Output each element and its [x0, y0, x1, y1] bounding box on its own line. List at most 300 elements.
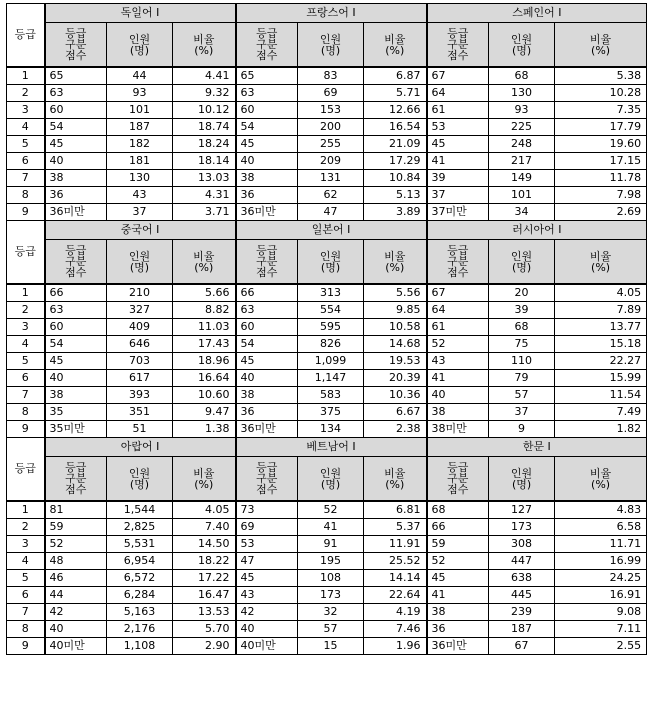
count-cell: 9 — [489, 421, 555, 438]
count-cell: 110 — [489, 353, 555, 370]
language-title: 한문 Ⅰ — [427, 438, 647, 457]
score-cell: 60 — [45, 319, 107, 336]
table-row — [7, 621, 647, 638]
grade-cell: 7 — [7, 604, 45, 621]
ratio-cell: 19.60 — [555, 136, 647, 153]
header-text: (명) — [129, 260, 150, 274]
header-text: 등급 — [447, 461, 469, 474]
table-row — [7, 587, 647, 604]
score-cell: 36 — [45, 187, 107, 204]
ratio-cell: 13.03 — [173, 170, 236, 187]
score-cell: 73 — [236, 501, 298, 519]
header-text: (%) — [194, 477, 214, 491]
header-text: (%) — [385, 260, 405, 274]
score-column-header — [427, 457, 489, 502]
score-cell: 38 — [45, 387, 107, 404]
ratio-cell: 4.05 — [173, 501, 236, 519]
score-cell: 59 — [427, 536, 489, 553]
score-column-header — [236, 457, 298, 502]
grade-cell: 8 — [7, 621, 45, 638]
grade-cell: 1 — [7, 284, 45, 302]
table-row — [7, 353, 647, 370]
grade-cell: 5 — [7, 353, 45, 370]
grade-cell: 7 — [7, 387, 45, 404]
ratio-cell: 5.37 — [364, 519, 427, 536]
count-cell: 1,099 — [298, 353, 364, 370]
ratio-column-header — [364, 457, 427, 502]
count-cell: 131 — [298, 170, 364, 187]
ratio-cell: 18.74 — [173, 119, 236, 136]
header-text: 비율 — [384, 466, 406, 480]
table-row — [7, 119, 647, 136]
count-cell: 5,163 — [107, 604, 173, 621]
language-title: 베트남어 Ⅰ — [236, 438, 427, 457]
header-text: 점수 — [447, 266, 469, 279]
header-text: 비율 — [589, 466, 612, 480]
ratio-cell: 17.22 — [173, 570, 236, 587]
count-column-header — [489, 240, 555, 285]
count-cell: 187 — [489, 621, 555, 638]
score-cell: 42 — [236, 604, 298, 621]
ratio-cell: 10.36 — [364, 387, 427, 404]
column-header-row — [7, 457, 647, 502]
count-cell: 195 — [298, 553, 364, 570]
count-cell: 32 — [298, 604, 364, 621]
header-text: (%) — [591, 477, 611, 491]
count-cell: 93 — [107, 85, 173, 102]
score-cell: 43 — [236, 587, 298, 604]
score-cell: 65 — [45, 67, 107, 85]
ratio-cell: 9.47 — [173, 404, 236, 421]
count-column-header — [298, 240, 364, 285]
grade-cell: 9 — [7, 638, 45, 655]
count-cell: 351 — [107, 404, 173, 421]
header-text: (%) — [385, 43, 405, 57]
header-text: 인원 — [128, 32, 151, 46]
count-cell: 210 — [107, 284, 173, 302]
score-cell: 39 — [427, 170, 489, 187]
ratio-column-header — [173, 23, 236, 68]
score-cell: 36 — [236, 187, 298, 204]
header-text: 등급 — [447, 244, 469, 257]
score-cell: 65 — [236, 67, 298, 85]
score-cell: 38 — [45, 170, 107, 187]
ratio-cell: 17.29 — [364, 153, 427, 170]
count-cell: 255 — [298, 136, 364, 153]
grade-cell: 2 — [7, 85, 45, 102]
column-header-row — [7, 240, 647, 285]
ratio-cell: 14.14 — [364, 570, 427, 587]
score-cell: 38미만 — [427, 421, 489, 438]
table-row — [7, 204, 647, 221]
ratio-cell: 11.54 — [555, 387, 647, 404]
language-title: 일본어 Ⅰ — [236, 221, 427, 240]
ratio-column-header — [555, 23, 647, 68]
header-text: (명) — [511, 477, 532, 491]
score-cell: 38 — [427, 404, 489, 421]
score-cell: 42 — [45, 604, 107, 621]
header-text: 점수 — [65, 266, 87, 279]
language-title: 스페인어 Ⅰ — [427, 4, 647, 23]
score-column-header — [236, 23, 298, 68]
score-cell: 41 — [427, 370, 489, 387]
ratio-cell: 5.13 — [364, 187, 427, 204]
count-cell: 617 — [107, 370, 173, 387]
score-cell: 36미만 — [236, 204, 298, 221]
header-text: (%) — [194, 260, 214, 274]
table-row — [7, 604, 647, 621]
grade-cell: 9 — [7, 421, 45, 438]
count-cell: 209 — [298, 153, 364, 170]
header-text: 비율 — [193, 249, 215, 263]
table-row — [7, 67, 647, 85]
score-column-header — [427, 23, 489, 68]
table-row — [7, 638, 647, 655]
grade-cell: 6 — [7, 587, 45, 604]
score-cell: 41 — [427, 587, 489, 604]
count-cell: 583 — [298, 387, 364, 404]
score-cell: 45 — [427, 136, 489, 153]
score-cell: 52 — [427, 553, 489, 570]
ratio-column-header — [173, 457, 236, 502]
score-cell: 40 — [236, 621, 298, 638]
count-cell: 127 — [489, 501, 555, 519]
count-cell: 79 — [489, 370, 555, 387]
count-cell: 327 — [107, 302, 173, 319]
ratio-cell: 12.66 — [364, 102, 427, 119]
score-cell: 81 — [45, 501, 107, 519]
header-text: 구분 — [256, 472, 278, 485]
count-cell: 248 — [489, 136, 555, 153]
count-column-header — [489, 23, 555, 68]
header-text: 구분 — [256, 38, 278, 51]
count-cell: 37 — [489, 404, 555, 421]
ratio-cell: 4.41 — [173, 67, 236, 85]
count-cell: 134 — [298, 421, 364, 438]
table-row — [7, 501, 647, 519]
ratio-cell: 17.79 — [555, 119, 647, 136]
ratio-cell: 5.38 — [555, 67, 647, 85]
score-cell: 54 — [45, 119, 107, 136]
score-cell: 36미만 — [236, 421, 298, 438]
header-text: 인원 — [128, 466, 151, 480]
count-cell: 187 — [107, 119, 173, 136]
score-cell: 63 — [236, 302, 298, 319]
score-cell: 66 — [45, 284, 107, 302]
count-cell: 43 — [107, 187, 173, 204]
count-cell: 375 — [298, 404, 364, 421]
header-text: 등급 — [256, 244, 278, 257]
count-column-header — [489, 457, 555, 502]
score-cell: 40 — [236, 370, 298, 387]
count-cell: 149 — [489, 170, 555, 187]
table-row — [7, 404, 647, 421]
grade-cell: 3 — [7, 536, 45, 553]
score-cell: 69 — [236, 519, 298, 536]
header-text: 구분 — [65, 255, 87, 268]
score-cell: 60 — [236, 102, 298, 119]
ratio-cell: 2.55 — [555, 638, 647, 655]
score-cell: 40미만 — [236, 638, 298, 655]
header-text: (명) — [320, 260, 341, 274]
ratio-cell: 7.89 — [555, 302, 647, 319]
count-column-header — [298, 457, 364, 502]
header-text: (%) — [591, 260, 611, 274]
ratio-cell: 11.03 — [173, 319, 236, 336]
count-cell: 20 — [489, 284, 555, 302]
count-column-header — [107, 23, 173, 68]
table-row — [7, 85, 647, 102]
ratio-cell: 10.84 — [364, 170, 427, 187]
ratio-cell: 15.99 — [555, 370, 647, 387]
table-row — [7, 370, 647, 387]
table-row — [7, 536, 647, 553]
count-cell: 62 — [298, 187, 364, 204]
score-cell: 54 — [236, 119, 298, 136]
score-cell: 52 — [45, 536, 107, 553]
ratio-cell: 10.28 — [555, 85, 647, 102]
score-cell: 60 — [45, 102, 107, 119]
score-cell: 53 — [236, 536, 298, 553]
score-cell: 35 — [45, 404, 107, 421]
ratio-cell: 1.82 — [555, 421, 647, 438]
header-text: 비율 — [589, 249, 612, 263]
count-cell: 67 — [489, 638, 555, 655]
count-cell: 75 — [489, 336, 555, 353]
ratio-cell: 6.58 — [555, 519, 647, 536]
column-header-row — [7, 23, 647, 68]
ratio-cell: 18.96 — [173, 353, 236, 370]
grade-cell: 8 — [7, 404, 45, 421]
count-cell: 200 — [298, 119, 364, 136]
score-cell: 45 — [45, 353, 107, 370]
language-title: 중국어 Ⅰ — [45, 221, 236, 240]
score-cell: 67 — [427, 284, 489, 302]
score-cell: 44 — [45, 587, 107, 604]
grade-cell: 2 — [7, 519, 45, 536]
grade-cell: 9 — [7, 204, 45, 221]
count-cell: 703 — [107, 353, 173, 370]
score-cell: 40 — [45, 370, 107, 387]
ratio-cell: 16.54 — [364, 119, 427, 136]
score-cell: 46 — [45, 570, 107, 587]
count-column-header — [107, 240, 173, 285]
table-row — [7, 302, 647, 319]
count-cell: 37 — [107, 204, 173, 221]
count-cell: 39 — [489, 302, 555, 319]
grade-cell: 3 — [7, 319, 45, 336]
count-cell: 41 — [298, 519, 364, 536]
header-text: 등급 — [447, 27, 469, 40]
score-cell: 68 — [427, 501, 489, 519]
header-text: (명) — [129, 43, 150, 57]
score-cell: 43 — [427, 353, 489, 370]
ratio-cell: 5.56 — [364, 284, 427, 302]
count-cell: 239 — [489, 604, 555, 621]
ratio-cell: 7.40 — [173, 519, 236, 536]
header-text: 등급 — [256, 461, 278, 474]
count-cell: 101 — [489, 187, 555, 204]
score-cell: 63 — [45, 85, 107, 102]
score-cell: 36미만 — [427, 638, 489, 655]
header-text: 등급 — [65, 244, 87, 257]
score-cell: 52 — [427, 336, 489, 353]
count-cell: 47 — [298, 204, 364, 221]
count-cell: 15 — [298, 638, 364, 655]
table-row — [7, 519, 647, 536]
ratio-cell: 4.05 — [555, 284, 647, 302]
ratio-cell: 21.09 — [364, 136, 427, 153]
ratio-cell: 17.15 — [555, 153, 647, 170]
language-header-row — [7, 438, 647, 457]
ratio-cell: 7.49 — [555, 404, 647, 421]
ratio-cell: 14.68 — [364, 336, 427, 353]
score-cell: 38 — [236, 387, 298, 404]
score-cell: 47 — [236, 553, 298, 570]
ratio-cell: 25.52 — [364, 553, 427, 570]
ratio-cell: 19.53 — [364, 353, 427, 370]
count-cell: 447 — [489, 553, 555, 570]
header-text: (명) — [320, 43, 341, 57]
header-text: 점수 — [256, 266, 278, 279]
ratio-cell: 18.22 — [173, 553, 236, 570]
language-title: 프랑스어 Ⅰ — [236, 4, 427, 23]
count-cell: 308 — [489, 536, 555, 553]
count-cell: 51 — [107, 421, 173, 438]
score-column-header — [427, 240, 489, 285]
ratio-cell: 2.69 — [555, 204, 647, 221]
grade-cell: 4 — [7, 553, 45, 570]
count-cell: 91 — [298, 536, 364, 553]
score-cell: 66 — [427, 519, 489, 536]
grade-cell: 1 — [7, 501, 45, 519]
header-text: 등급 — [65, 27, 87, 40]
ratio-cell: 7.46 — [364, 621, 427, 638]
grade-cell: 6 — [7, 153, 45, 170]
grade-cell: 5 — [7, 136, 45, 153]
score-cell: 54 — [45, 336, 107, 353]
grade-column-header: 등급 — [7, 438, 45, 502]
ratio-cell: 16.91 — [555, 587, 647, 604]
ratio-cell: 7.35 — [555, 102, 647, 119]
ratio-cell: 6.87 — [364, 67, 427, 85]
grade-cell: 2 — [7, 302, 45, 319]
ratio-cell: 22.27 — [555, 353, 647, 370]
count-cell: 1,147 — [298, 370, 364, 387]
count-column-header — [107, 457, 173, 502]
grade-cell: 4 — [7, 336, 45, 353]
header-text: 비율 — [193, 466, 215, 480]
header-text: 인원 — [319, 249, 342, 263]
ratio-column-header — [555, 240, 647, 285]
ratio-cell: 2.90 — [173, 638, 236, 655]
count-cell: 445 — [489, 587, 555, 604]
header-text: 인원 — [510, 32, 533, 46]
ratio-cell: 1.38 — [173, 421, 236, 438]
header-text: (명) — [129, 477, 150, 491]
count-cell: 826 — [298, 336, 364, 353]
ratio-cell: 9.08 — [555, 604, 647, 621]
ratio-cell: 16.47 — [173, 587, 236, 604]
count-cell: 44 — [107, 67, 173, 85]
count-cell: 173 — [298, 587, 364, 604]
ratio-cell: 13.77 — [555, 319, 647, 336]
score-cell: 48 — [45, 553, 107, 570]
score-cell: 36미만 — [45, 204, 107, 221]
table-row — [7, 387, 647, 404]
ratio-cell: 16.99 — [555, 553, 647, 570]
score-cell: 41 — [427, 153, 489, 170]
ratio-cell: 10.60 — [173, 387, 236, 404]
score-cell: 61 — [427, 102, 489, 119]
header-text: (%) — [194, 43, 214, 57]
ratio-cell: 17.43 — [173, 336, 236, 353]
score-cell: 36 — [236, 404, 298, 421]
count-cell: 6,572 — [107, 570, 173, 587]
language-header-row — [7, 4, 647, 23]
header-text: (%) — [591, 43, 611, 57]
score-cell: 59 — [45, 519, 107, 536]
grade-column-header: 등급 — [7, 221, 45, 285]
header-text: (명) — [320, 477, 341, 491]
score-cell: 37 — [427, 187, 489, 204]
count-cell: 93 — [489, 102, 555, 119]
score-cell: 61 — [427, 319, 489, 336]
score-cell: 40 — [45, 153, 107, 170]
ratio-cell: 11.91 — [364, 536, 427, 553]
score-cell: 63 — [236, 85, 298, 102]
score-cell: 66 — [236, 284, 298, 302]
count-cell: 217 — [489, 153, 555, 170]
ratio-cell: 7.11 — [555, 621, 647, 638]
ratio-cell: 5.71 — [364, 85, 427, 102]
table-row — [7, 136, 647, 153]
table-row — [7, 553, 647, 570]
ratio-column-header — [364, 23, 427, 68]
score-column-header — [236, 240, 298, 285]
count-cell: 83 — [298, 67, 364, 85]
ratio-cell: 3.71 — [173, 204, 236, 221]
grade-cell: 6 — [7, 370, 45, 387]
header-text: 점수 — [65, 483, 87, 496]
count-column-header — [298, 23, 364, 68]
count-cell: 68 — [489, 67, 555, 85]
language-header-row — [7, 221, 647, 240]
count-cell: 108 — [298, 570, 364, 587]
ratio-cell: 13.53 — [173, 604, 236, 621]
header-text: 비율 — [384, 249, 406, 263]
ratio-cell: 4.19 — [364, 604, 427, 621]
header-text: (%) — [385, 477, 405, 491]
grade-cutoff-table — [6, 3, 647, 655]
score-cell: 45 — [236, 136, 298, 153]
header-text: 구분 — [65, 38, 87, 51]
score-column-header — [45, 240, 107, 285]
score-cell: 37미만 — [427, 204, 489, 221]
score-cell: 40 — [45, 621, 107, 638]
score-cell: 54 — [236, 336, 298, 353]
ratio-cell: 6.81 — [364, 501, 427, 519]
ratio-cell: 2.38 — [364, 421, 427, 438]
table-row — [7, 570, 647, 587]
count-cell: 554 — [298, 302, 364, 319]
header-text: 등급 — [65, 461, 87, 474]
language-title: 독일어 Ⅰ — [45, 4, 236, 23]
count-cell: 173 — [489, 519, 555, 536]
score-cell: 38 — [236, 170, 298, 187]
table-row — [7, 284, 647, 302]
header-text: 등급 — [256, 27, 278, 40]
